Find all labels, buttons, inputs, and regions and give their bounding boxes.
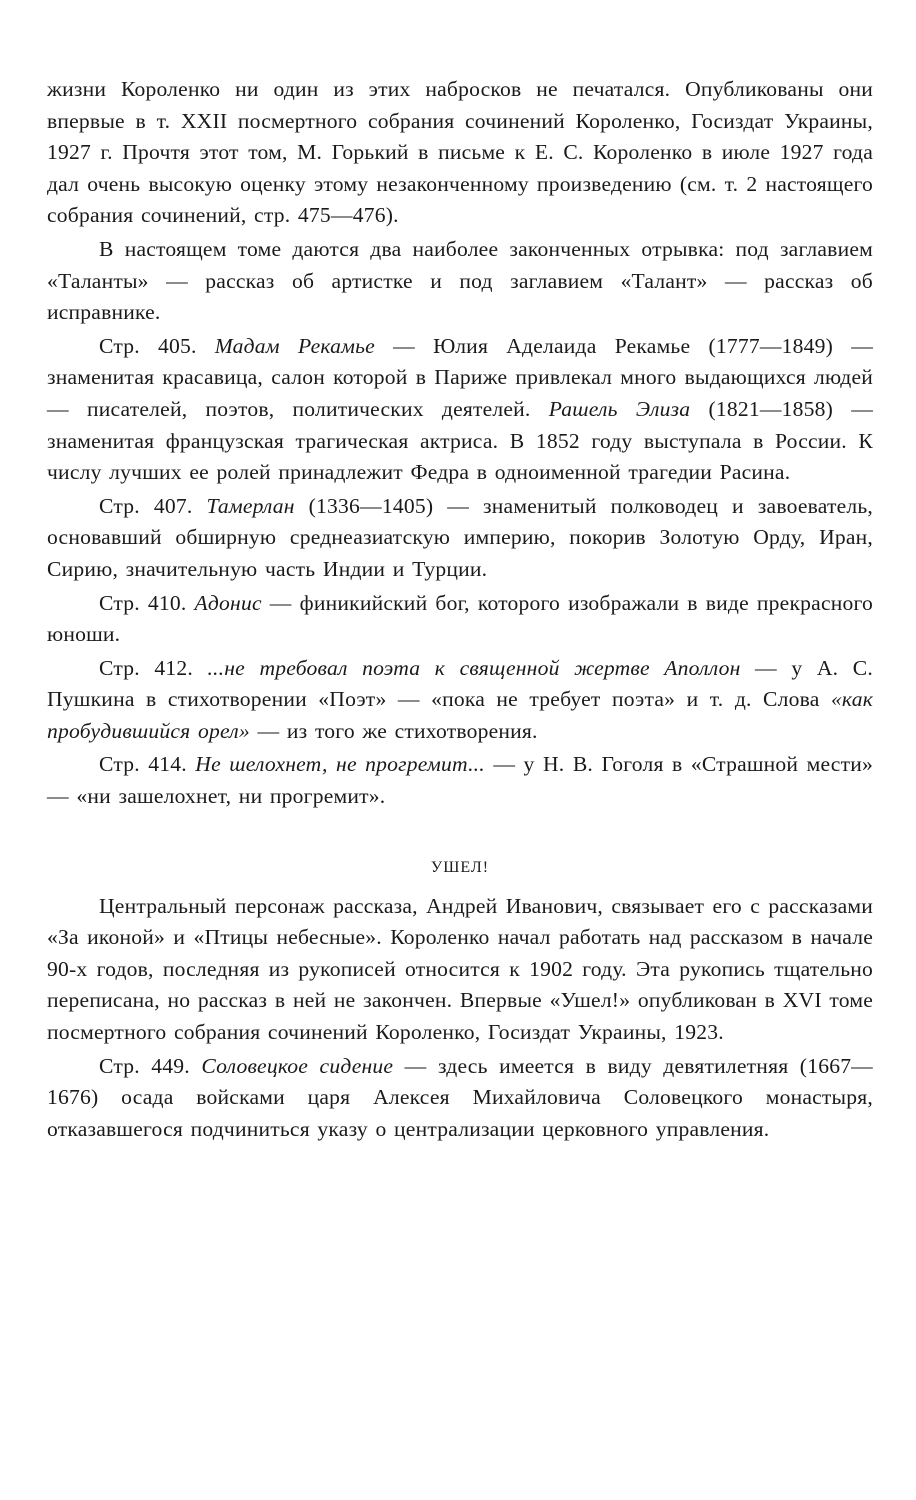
section-heading: УШЕЛ! xyxy=(430,858,490,876)
note-page-ref: Стр. 412. xyxy=(99,655,208,680)
note-term: Адонис xyxy=(194,590,262,615)
note-term: «как пробудившийся орел» xyxy=(47,687,873,743)
note-term: ...не требовал поэта к священной жертве Аполлон xyxy=(207,655,741,680)
note-page-ref: Стр. 410. xyxy=(99,590,195,615)
note-p405 xyxy=(47,331,873,489)
note-page-ref: Стр. 405. xyxy=(99,333,215,358)
note-p410 xyxy=(47,588,873,651)
note-p414 xyxy=(47,749,873,812)
note-term: Рашель Элиза xyxy=(548,396,691,421)
note-text: — у А. С. Пушкина в стихотворении «Поэт» — «пока не требует поэта» и т. д. Слова xyxy=(47,655,873,712)
note-text: — у Н. В. Гоголя в «Страшной мести» — «ни зашелохнет, ни прогремит». xyxy=(47,752,873,809)
note-term: Не шелохнет, не прогремит... xyxy=(195,752,485,777)
note-text: — финикийский бог, которого изображали в виде прекрасного юноши. xyxy=(47,590,873,647)
note-text: (1336—1405) — знаменитый полководец и завоеватель, основавший обширную среднеазиатскую империю, покорив Золотую Орду, Иран, Сирию, значительную часть Индии и Турции. xyxy=(47,493,873,581)
note-term: Мадам Рекамье xyxy=(214,333,375,358)
note-term: Соловецкое сидение xyxy=(201,1053,394,1078)
document-page xyxy=(47,74,873,1145)
note-text: — здесь имеется в виду девятилетняя (1667—1676) осада войсками царя Алексея Михайловича Соловецкого монастыря, отказавшегося подчиниться указу о централизации церковного управления. xyxy=(47,1053,873,1141)
note-p412 xyxy=(47,653,873,748)
paragraph-text: Центральный персонаж рассказа, Андрей Иванович, связывает его с рассказами «За иконой» и «Птицы небесные». Короленко начал работать над рассказом в начале 90-х годов, последняя из рукописей относится к 1902 году. Эта рукопись тщательно переписана, но рассказ в ней не закончен. Впервые «Ушел!» опубликован в XVI томе посмертного собрания сочинений Короленко, Госиздат Украины, 1923. xyxy=(47,893,873,1045)
paragraph-publication-history xyxy=(47,74,873,232)
note-text: (1821—1858) — знаменитая французская трагическая актриса. В 1852 году выступала в России. К числу лучших ее ролей принадлежит Федра в одноименной трагедии Расина. xyxy=(47,396,874,485)
paragraph-text: В настоящем томе даются два наиболее законченных отрывка: под заглавием «Таланты» — рассказ об артистке и под заглавием «Талант» — рассказ об исправнике. xyxy=(47,236,873,325)
note-p449 xyxy=(47,1051,873,1146)
paragraph-text: жизни Короленко ни один из этих набросков не печатался. Опубликованы они впервые в т. XXII посмертного собрания сочинений Короленко, Госиздат Украины, 1927 г. Прочтя этот том, М. Горький в письме к Е. С. Короленко в июле 1927 года дал очень высокую оценку этому незаконченному произведению (см. т. 2 настоящего собрания сочинений, стр. 475—476). xyxy=(47,77,873,228)
paragraph-story-history xyxy=(47,891,873,1049)
note-page-ref: Стр. 414. xyxy=(99,752,196,777)
note-page-ref: Стр. 449. xyxy=(99,1053,202,1078)
note-text: — Юлия Аделаида Рекамье (1777—1849) — знаменитая красавица, салон которой в Париже привлекал много выдающихся людей — писателей, поэтов, политических деятелей. xyxy=(47,333,873,421)
note-page-ref: Стр. 407. xyxy=(99,493,207,518)
paragraph-excerpts xyxy=(47,234,873,329)
note-text: — из того же стихотворения. xyxy=(249,718,538,743)
note-term: Тамерлан xyxy=(206,493,295,518)
note-p407 xyxy=(47,491,873,586)
